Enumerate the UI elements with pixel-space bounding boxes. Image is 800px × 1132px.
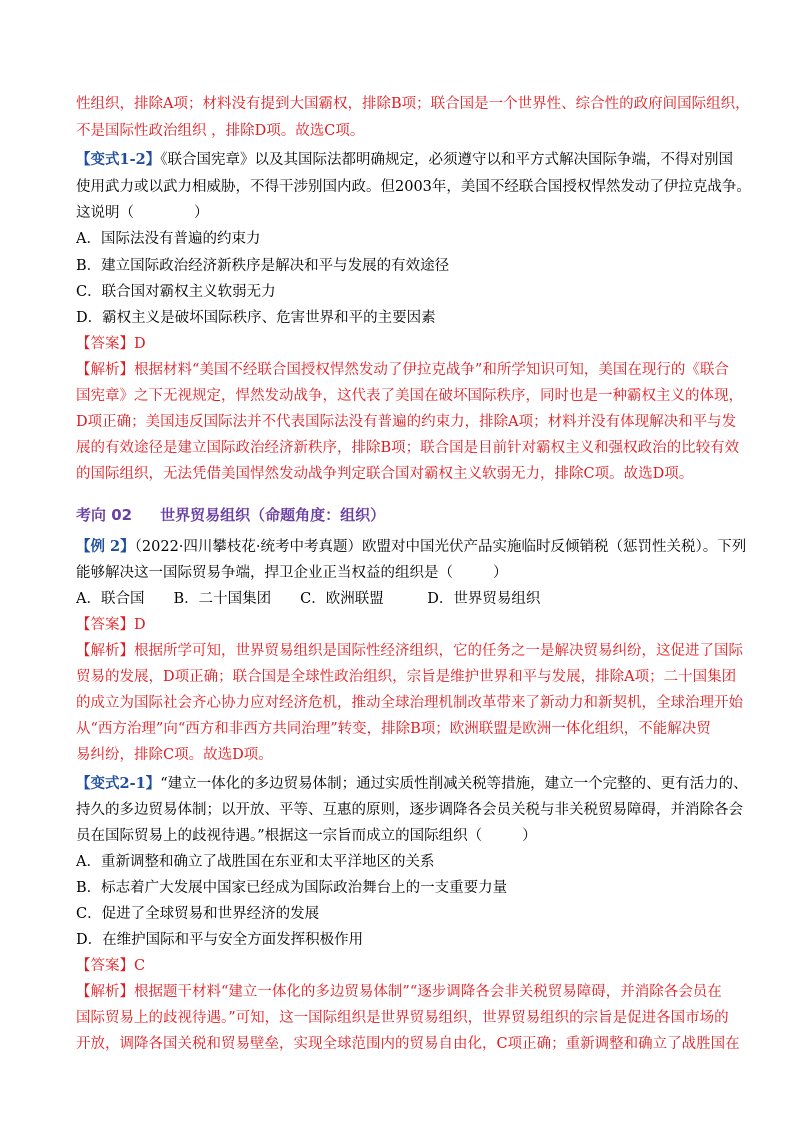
analysis-line-1 — [76, 982, 722, 1002]
variant-1-2-question-line-2: 使用武力或以武力相威胁，不得干涉别国内政。但2003年，美国不经联合国授权悍然发动了伊拉克战争。 — [76, 179, 751, 195]
question-text: 《联合国宪章》以及其国际法都明确规定，必须遵守以和平方式解决国际争端，不得对别国 — [160, 152, 733, 168]
analysis-line-2: 国宪章》之下无视规定，悍然发动战争，这代表了美国在破坏国际秩序，同时也是一种霸权主义的体现， — [76, 388, 743, 404]
question-text: 能够解决这一国际贸易争端，捍卫企业正当权益的组织是（ — [76, 565, 453, 581]
analysis-line-2: 国际贸易上的歧视待遇。”可知，这一国际组织是世界贸易组织，世界贸易组织的宗旨是促进各国市场的 — [76, 1010, 729, 1026]
analysis-line-4: 展的有效途径是建立国际政治经济新秩序，排除B项；联合国是目前针对霸权主义和强权政治的比较有效 — [76, 440, 740, 456]
analysis-line-5: 易纠纷，排除C项。故选D项。 — [76, 747, 273, 763]
analysis-line-3: D项正确；美国违反国际法并不代表国际法没有普遍的约束力，排除A项；材料并没有体现解决和平与发 — [76, 414, 737, 430]
variant-tag: 【变式2-1】 — [76, 775, 161, 792]
section-title: 世界贸易组织（命题角度：组织） — [160, 506, 386, 524]
analysis-line-3: 的成立为国际社会齐心协力应对经济危机，推动全球治理机制改革带来了新动力和新契机，全球治理开始 — [76, 695, 743, 711]
option-a: A．重新调整和确立了战胜国在东亚和太平洋地区的关系 — [76, 854, 435, 870]
answer-line — [76, 956, 145, 976]
variant-tag: 【变式1-2】 — [76, 151, 161, 168]
option-b: B．建立国际政治经济新秩序是解决和平与发展的有效途径 — [76, 258, 450, 274]
analysis-line-3: 开放，调降各国关税和贸易壁垒，实现全球范围内的贸易自由化，C项正确；重新调整和确立了战胜国在 — [76, 1036, 740, 1052]
example-tag: 【例 2】 — [76, 538, 135, 555]
answer-line — [76, 334, 146, 354]
question-bracket: ） — [194, 205, 209, 221]
analysis-tag: 【解析】 — [76, 984, 134, 1000]
question-bracket: ） — [493, 565, 508, 581]
answer-line — [76, 615, 146, 635]
analysis-tag: 【解析】 — [76, 362, 134, 378]
question-bracket: ） — [522, 828, 537, 844]
option-d: D．在维护国际和平与安全方面发挥积极作用 — [76, 932, 364, 948]
example-2-options: A．联合国 B．二十国集团 C．欧洲联盟 D．世界贸易组织 — [76, 591, 541, 607]
answer-value: D — [134, 617, 146, 633]
option-c: C．联合国对霸权主义软弱无力 — [76, 284, 276, 300]
option-a: A．国际法没有普遍的约束力 — [76, 231, 261, 247]
analysis-line-1 — [76, 641, 743, 661]
question-text: 这说明（ — [76, 205, 134, 221]
section-number: 考向 02 — [76, 506, 133, 524]
question-text: （2022·四川攀枝花·统考中考真题）欧盟对中国光伏产品实施临时反倾销税（惩罚性关税）。下列 — [134, 539, 747, 555]
variant-1-2-question-line-1 — [76, 150, 733, 170]
variant-1-2-question-line-3 — [76, 203, 209, 223]
answer-tag: 【答案】 — [76, 617, 134, 633]
variant-2-1-question-line-2: 持久的多边贸易体制；以开放、平等、互惠的原则，逐步调降各会员关税与非关税贸易障碍，并消除各会 — [76, 802, 743, 818]
answer-tag: 【答案】 — [76, 958, 134, 974]
option-b: B．标志着广大发展中国家已经成为国际政治舞台上的一支重要力量 — [76, 880, 508, 896]
answer-tag: 【答案】 — [76, 336, 134, 352]
analysis-continued-line-1: 性组织，排除A项；材料没有提到大国霸权，排除B项；联合国是一个世界性、综合性的政府间国际组织， — [76, 96, 750, 112]
analysis-text: 根据所学可知，世界贸易组织是国际性经济组织，它的任务之一是解决贸易纠纷，这促进了国际 — [134, 643, 743, 659]
example-2-question-line-1 — [76, 537, 746, 557]
example-2-question-line-2 — [76, 563, 508, 583]
answer-value: D — [134, 336, 146, 352]
analysis-tag: 【解析】 — [76, 643, 134, 659]
variant-2-1-question-line-3 — [76, 826, 537, 846]
option-d: D．霸权主义是破坏国际秩序、危害世界和平的主要因素 — [76, 310, 436, 326]
question-text: 员在国际贸易上的歧视待遇。”根据这一宗旨而成立的国际组织（ — [76, 828, 483, 844]
analysis-line-5: 的国际组织，无法凭借美国悍然发动战争判定联合国对霸权主义软弱无力，排除C项。故选D项。 — [76, 466, 694, 482]
answer-value: C — [134, 958, 146, 974]
analysis-line-1 — [76, 360, 729, 380]
analysis-line-2: 贸易的发展，D项正确；联合国是全球性政治组织，宗旨是维护世界和平与发展，排除A项；二十国集团 — [76, 669, 737, 685]
analysis-continued-line-2: 不是国际性政治组织 ，排除D项。故选C项。 — [76, 123, 365, 139]
analysis-text: 根据材料“美国不经联合国授权悍然发动了伊拉克战争”和所学知识可知，美国在现行的《联合 — [134, 362, 729, 378]
analysis-line-4: 从“西方治理”向“西方和非西方共同治理”转变，排除B项；欧洲联盟是欧洲一体化组织，不能解决贸 — [76, 721, 711, 737]
option-c: C．促进了全球贸易和世界经济的发展 — [76, 906, 320, 922]
section-heading — [76, 505, 385, 525]
question-text: “建立一体化的多边贸易体制；通过实质性削减关税等措施，建立一个完整的、更有活力的、 — [160, 776, 748, 792]
analysis-text: 根据题干材料“建立一体化的多边贸易体制”“逐步调降各会非关税贸易障碍，并消除各会员在 — [134, 984, 722, 1000]
variant-2-1-question-line-1 — [76, 774, 748, 794]
